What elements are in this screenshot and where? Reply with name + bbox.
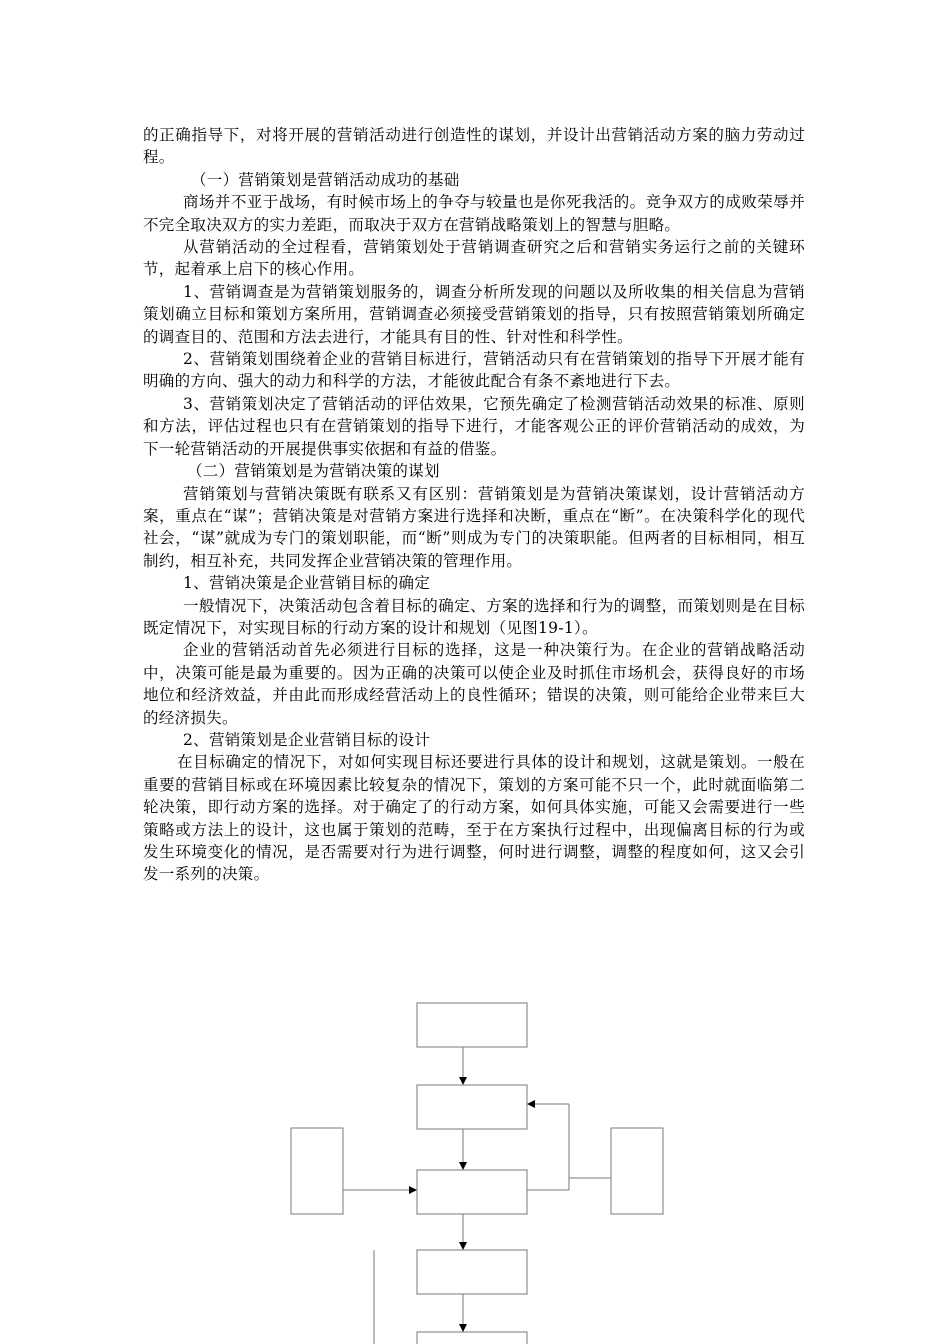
flow-box-2 <box>417 1085 527 1129</box>
arrow-down-icon <box>459 1242 467 1250</box>
paragraph: 商场并不亚于战场，有时候市场上的争夺与较量也是你死我活的。竞争双方的成败荣辱并不完全取决双方的实力差距，而取决于双方在营销战略策划上的智慧与胆略。 <box>143 193 805 234</box>
flow-box-1 <box>417 1003 527 1047</box>
subheading-1: 1、营销决策是企业营销目标的确定 <box>183 574 431 593</box>
list-item-2: 2、营销策划围绕着企业的营销目标进行，营销活动只有在营销策划的指导下开展才能有明确的方向、强大的动力和科学的方法，才能彼此配合有条不紊地进行下去。 <box>143 350 805 391</box>
flow-box-4 <box>417 1250 527 1294</box>
arrow-down-icon <box>459 1324 467 1332</box>
paragraph-intro-continuation: 的正确指导下，对将开展的营销活动进行创造性的谋划，并设计出营销活动方案的脑力劳动过程。 <box>143 126 805 167</box>
paragraph: 在目标确定的情况下，对如何实现目标还要进行具体的设计和规划，这就是策划。一般在重要的营销目标或在环境因素比较复杂的情况下，策划的方案可能不只一个，此时就面临第二轮决策，即行动方案的选择。对于确定了的行动方案，如何具体实施，可能又会需要进行一些策略或方法上的设计，这也属于策划的范畴，至于在方案执行过程中，出现偏离目标的行为或发生环境变化的情况，是否需要对行为进行调整，何时进行调整，调整的程度如何，这又会引发一系列的决策。 <box>143 753 805 884</box>
flow-box-5 <box>417 1332 527 1344</box>
list-item-3: 3、营销策划决定了营销活动的评估效果，它预先确定了检测营销活动效果的标准、原则和方法，评估过程也只有在营销策划的指导下进行，才能客观公正的评价营销活动的成效，为下一轮营销活动的开展提供事实依据和有益的借鉴。 <box>143 394 805 458</box>
arrow-left-icon <box>527 1100 535 1108</box>
section-heading-2: （二）营销策划是为营销决策的谋划 <box>187 462 440 481</box>
arrow-down-icon <box>459 1162 467 1170</box>
flow-side-box-left <box>291 1128 343 1214</box>
arrow-right-icon <box>409 1186 417 1194</box>
paragraph: 从营销活动的全过程看，营销策划处于营销调查研究之后和营销实务运行之前的关键环节，起着承上启下的核心作用。 <box>143 238 805 279</box>
flow-side-box-right <box>611 1128 663 1214</box>
paragraph: 一般情况下，决策活动包含着目标的确定、方案的选择和行为的调整，而策划则是在目标既定情况下，对实现目标的行动方案的设计和规划（见图19-1）。 <box>143 596 805 637</box>
section-heading-1: （一）营销策划是营销活动成功的基础 <box>191 170 460 189</box>
paragraph: 营销策划与营销决策既有联系又有区别：营销策划是为营销决策谋划，设计营销活动方案，重点在“谋”；营销决策是对营销方案进行选择和决断，重点在“断”。在决策科学化的现代社会，“谋”就成为专门的策划职能，而“断”则成为专门的决策职能。但两者的目标相同，相互制约，相互补充，共同发挥企业营销决策的管理作用。 <box>143 484 805 570</box>
flow-box-3 <box>417 1170 527 1214</box>
arrow-down-icon <box>459 1077 467 1085</box>
list-item-1: 1、营销调查是为营销策划服务的，调查分析所发现的问题以及所收集的相关信息为营销策划确立目标和策划方案所用，营销调查必须接受营销策划的指导，只有按照营销策划所确定的调查目的、范围和方法去进行，才能具有目的性、针对性和科学性。 <box>143 282 805 346</box>
paragraph: 企业的营销活动首先必须进行目标的选择，这是一种决策行为。在企业的营销战略活动中，决策可能是最为重要的。因为正确的决策可以使企业及时抓住市场机会，获得良好的市场地位和经济效益，并由此而形成经营活动上的良性循环；错误的决策，则可能给企业带来巨大的经济损失。 <box>143 641 805 727</box>
subheading-2: 2、营销策划是企业营销目标的设计 <box>183 730 431 749</box>
